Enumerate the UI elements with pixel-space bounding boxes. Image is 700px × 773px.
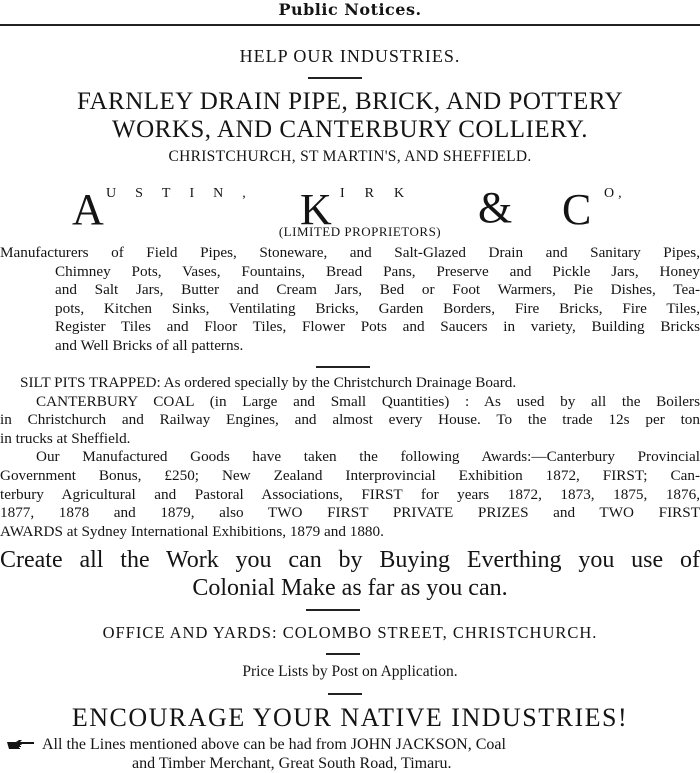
section-header [0,0,700,20]
coal-line: CANTERBURY COAL (in Large and Small Quantities) : As used by all the Boilers [36,392,700,410]
help-heading: HELP OUR INDUSTRIES. [239,46,461,66]
title-line-1: FARNLEY DRAIN PIPE, BRICK, AND POTTERY [76,88,624,115]
manufactures-paragraph [0,244,700,356]
manufactures-line: and Well Bricks of all patterns. [55,336,244,354]
awards-line: terbury Agricultural and Pastoral Associations, FIRST for years 1872, 1873, 1875, 1876, [0,485,700,503]
divider-rule [328,693,362,695]
firm-initial-c: C [562,185,592,234]
slogan-line-2: Colonial Make as far as you can. [192,575,508,601]
header-rule [0,24,700,26]
public-notices-heading: Public Notices. [278,0,422,19]
coal-line: in trucks at Sheffield. [0,429,131,447]
awards-line: Government Bonus, £250; New Zealand Interprovincial Exhibition 1872, FIRST; Can- [0,466,700,484]
coal-line: in Christchurch and Railway Engines, and almost every House. To the trade 12s per ton [0,411,700,429]
firm-word-austin: USTIN, [106,186,265,201]
manufactures-line: Chimney Pots, Vases, Fountains, Bread Pans, Preserve and Pickle Jars, Honey [55,262,700,280]
firm-initial-k: K [300,185,332,234]
firm-ampersand: & [478,183,513,232]
divider-rule [306,609,360,611]
final-line-2: and Timber Merchant, Great South Road, Timaru. [132,755,452,772]
divider-rule [316,366,370,368]
firm-word-kirk: IRK [340,186,425,201]
firm-initial-a: A [72,185,104,234]
awards-line: AWARDS at Sydney International Exhibitions, 1879 and 1880. [0,522,384,540]
manufactures-line: pots, Kitchen Sinks, Ventilating Bricks, Garden Borders, Fire Bricks, Fire Tiles, [55,299,700,317]
pointing-hand-icon [6,739,36,751]
silt-coal-awards-paragraphs [0,374,700,541]
proprietors-line: (LIMITED PROPRIETORS) [278,224,442,239]
silt-pits-line: SILT PITS TRAPPED: As ordered specially by the Christchurch Drainage Board. [20,374,517,391]
slogan-line-1: Create all the Work you can by Buying Everthing you use of [0,547,700,573]
firm-word-co: O, [604,186,626,201]
encourage-heading: ENCOURAGE YOUR NATIVE INDUSTRIES! [71,703,629,732]
final-line-1: All the Lines mentioned above can be had from JOHN JACKSON, Coal [42,736,506,753]
office-line: OFFICE AND YARDS: COLOMBO STREET, CHRISTCHURCH. [102,623,598,642]
price-lists-line: Price Lists by Post on Application. [242,663,458,680]
manufactures-line: Manufacturers of Field Pipes, Stoneware, and Salt-Glazed Drain and Sanitary Pipes, [0,244,700,261]
awards-line: Our Manufactured Goods have taken the following Awards:—Canterbury Provincial [36,448,700,466]
locations-line: CHRISTCHURCH, ST MARTIN'S, AND SHEFFIELD. [168,148,532,165]
divider-rule [308,77,362,79]
title-line-2: WORKS, AND CANTERBURY COLLIERY. [112,116,588,143]
awards-line: 1877, 1878 and 1879, also TWO FIRST PRIVATE PRIZES and TWO FIRST [0,504,700,522]
manufactures-line: and Salt Jars, Butter and Cream Jars, Bed or Foot Warmers, Pie Dishes, Tea- [55,281,700,299]
final-paragraph [0,735,700,773]
divider-rule [326,653,360,655]
manufactures-line: Register Tiles and Floor Tiles, Flower Pots and Saucers in variety, Building Bricks [55,318,700,336]
